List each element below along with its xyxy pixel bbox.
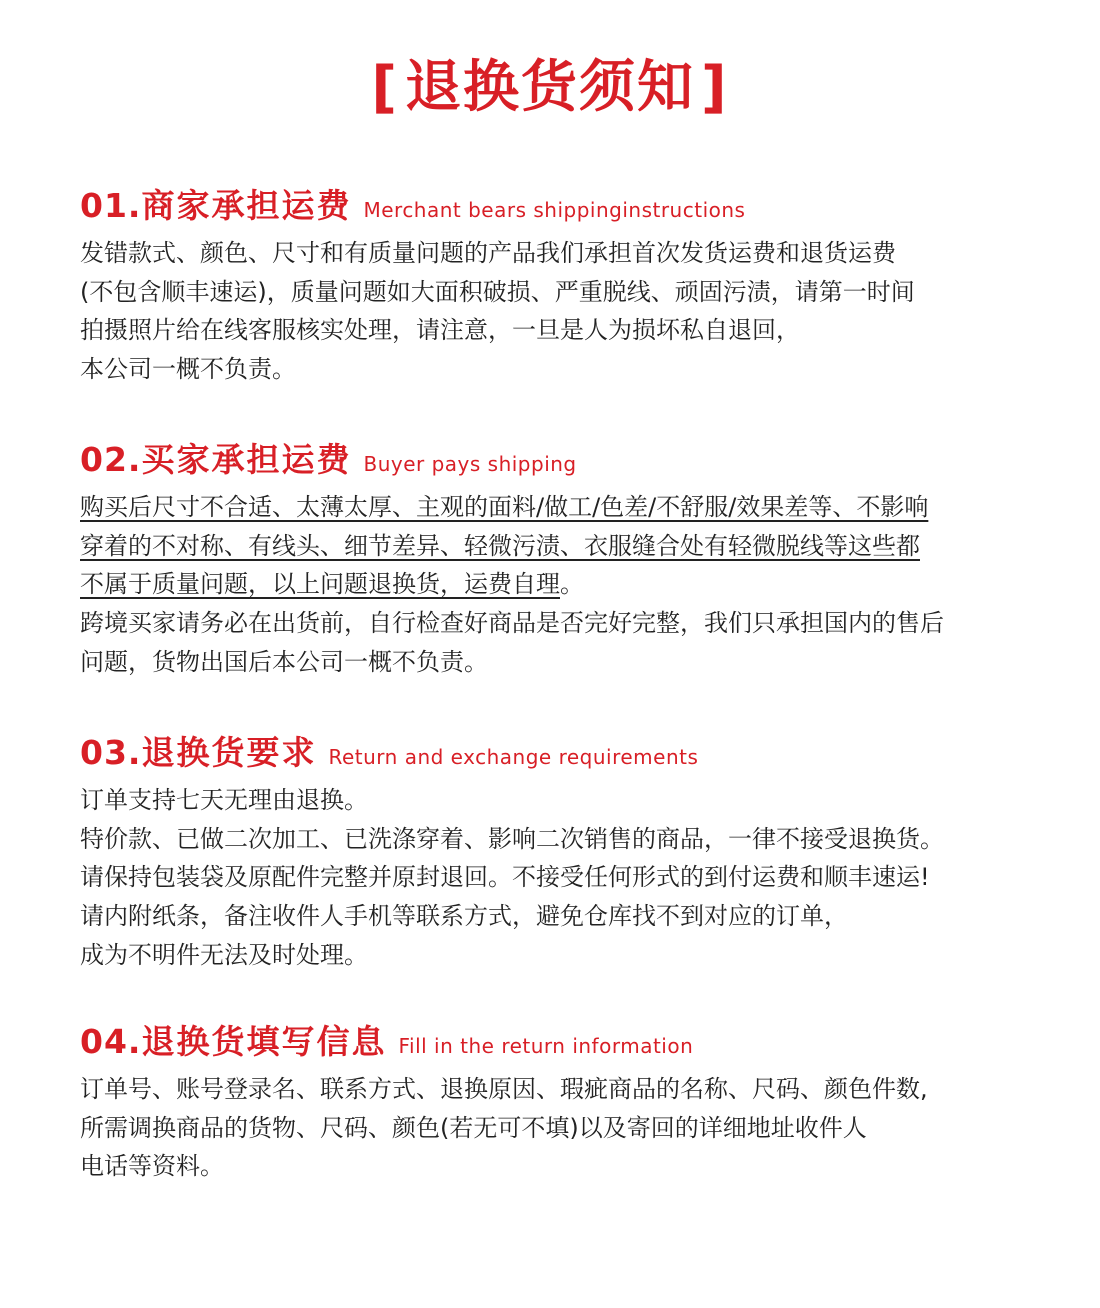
body-line: 本公司一概不负责。: [80, 355, 296, 384]
title-close-bracket: ]: [701, 55, 729, 120]
title-open-bracket: [: [371, 55, 399, 120]
section-title-en: Return and exchange requirements: [328, 745, 699, 769]
underlined-text: 购买后尺寸不合适、太薄太厚、主观的面料/做工/色差/不舒服/效果差等、不影响: [80, 493, 929, 521]
underlined-text: 不属于质量问题，以上问题退换货，运费自理: [80, 570, 560, 599]
section-return-info: [80, 1016, 1040, 1186]
title-text: 退换货须知: [405, 55, 695, 120]
section-title-en: Buyer pays shipping: [363, 452, 577, 476]
section-number: 02.: [80, 440, 142, 479]
underlined-tail: 。: [560, 570, 584, 599]
body-line: 电话等资料。: [80, 1152, 224, 1181]
section-body: [80, 488, 1040, 682]
page-title: [0, 48, 1100, 128]
underlined-text: 穿着的不对称、有线头、细节差异、轻微污渍、衣服缝合处有轻微脱线等这些都: [80, 531, 920, 560]
section-heading: [80, 434, 1040, 482]
section-number: 03.: [80, 733, 142, 772]
section-body: [80, 234, 1040, 389]
section-title-cn: 买家承担运费: [141, 440, 352, 479]
section-return-requirements: [80, 727, 1040, 975]
section-body: [80, 1070, 1040, 1186]
section-body: [80, 781, 1040, 975]
body-line: 请保持包装袋及原配件完整并原封退回。不接受任何形式的到付运费和顺丰速运!: [80, 863, 930, 892]
body-line: 特价款、已做二次加工、已洗涤穿着、影响二次销售的商品，一律不接受退换货。: [80, 824, 944, 853]
body-line: 订单号、账号登录名、联系方式、退换原因、瑕疵商品的名称、尺码、颜色件数,: [80, 1075, 928, 1103]
body-line: 成为不明件无法及时处理。: [80, 940, 368, 969]
section-title-cn: 退换货要求: [141, 733, 317, 772]
section-title-en: Fill in the return information: [398, 1034, 694, 1058]
section-title-cn: 商家承担运费: [141, 186, 352, 225]
body-line: 发错款式、颜色、尺寸和有质量问题的产品我们承担首次发货运费和退货运费: [80, 239, 896, 267]
section-number: 01.: [80, 186, 142, 225]
section-heading: [80, 1016, 1040, 1064]
section-number: 04.: [80, 1022, 142, 1061]
section-heading: [80, 180, 1040, 228]
body-line: (不包含顺丰速运)，质量问题如大面积破损、严重脱线、顽固污渍，请第一时间: [80, 277, 915, 306]
body-line: 跨境买家请务必在出货前，自行检查好商品是否完好完整，我们只承担国内的售后: [80, 609, 944, 638]
section-title-cn: 退换货填写信息: [141, 1022, 387, 1061]
section-buyer-pays: [80, 434, 1040, 682]
body-line: 所需调换商品的货物、尺码、颜色(若无可不填)以及寄回的详细地址收件人: [80, 1113, 867, 1142]
section-title-en: Merchant bears shippinginstructions: [363, 198, 746, 222]
body-line-underlined: [80, 565, 1040, 604]
body-line-underlined: [80, 488, 1040, 527]
body-line: 拍摄照片给在线客服核实处理，请注意，一旦是人为损坏私自退回，: [80, 316, 800, 345]
body-line-underlined: [80, 527, 1040, 566]
section-heading: [80, 727, 1040, 775]
body-line: 问题，货物出国后本公司一概不负责。: [80, 647, 488, 676]
section-merchant-pays: [80, 180, 1040, 389]
body-line: 订单支持七天无理由退换。: [80, 786, 368, 814]
body-line: 请内附纸条，备注收件人手机等联系方式，避免仓库找不到对应的订单，: [80, 902, 848, 931]
